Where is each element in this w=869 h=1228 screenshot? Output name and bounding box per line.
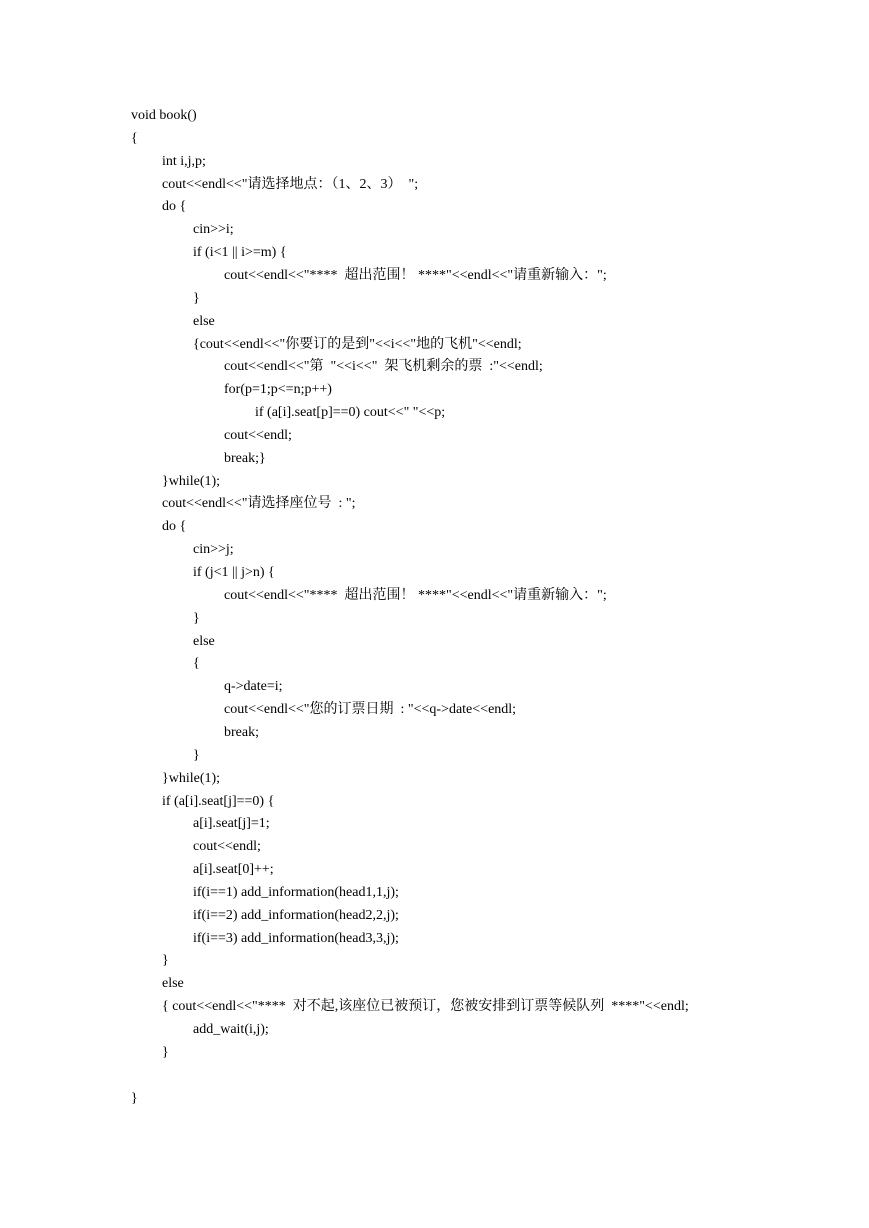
code-line: } (193, 290, 200, 306)
code-line: if (j<1 || j>n) { (193, 565, 275, 580)
code-line: cout<<endl<<"您的订票日期 : "<<q->date<<endl; (224, 702, 517, 718)
code-line: else (162, 976, 184, 992)
code-line: if(i==1) add_information(head1,1,j); (193, 884, 399, 900)
code-line: do { (162, 519, 187, 535)
code-line: if(i==3) add_information(head3,3,j); (193, 930, 399, 946)
code-line: { cout<<endl<<"**** 对不起,该座位已被预订，您被安排到订票等候队列 ****"<<endl; (162, 999, 689, 1015)
code-line: if (i<1 || i>=m) { (193, 245, 287, 261)
code-line: for(p=1;p<=n;p++) (224, 382, 332, 398)
code-line: add_wait(i,j); (193, 1022, 269, 1037)
code-line: cout<<endl; (224, 427, 292, 443)
code-line: a[i].seat[0]++; (193, 862, 274, 878)
code-line: do { (162, 199, 187, 215)
code-line: } (162, 1044, 169, 1060)
code-line: if(i==2) add_information(head2,2,j); (193, 907, 399, 923)
code-line: int i,j,p; (162, 153, 206, 169)
code-line: } (193, 610, 200, 626)
code-line: {cout<<endl<<"你要订的是到"<<i<<"地的飞机"<<endl; (193, 336, 522, 352)
code-line: cout<<endl<<"**** 超出范围！ ****"<<endl<<"请重新输入："; (224, 267, 607, 283)
code-line: cout<<endl<<"第 "<<i<<" 架飞机剩余的票 :"<<endl; (224, 359, 543, 375)
code-line: cout<<endl<<"请选择地点：（1、2、3） "; (162, 176, 419, 192)
code-line: break; (224, 724, 259, 740)
code-line: a[i].seat[j]=1; (193, 816, 270, 832)
code-line: cout<<endl<<"**** 超出范围！ ****"<<endl<<"请重新输入："; (224, 587, 607, 603)
code-line: { (131, 130, 138, 146)
code-line: if (a[i].seat[p]==0) cout<<" "<<p; (255, 405, 446, 421)
code-line: cout<<endl<<"请选择座位号 : "; (162, 496, 356, 512)
code-line: cin>>j; (193, 542, 234, 558)
code-line: cin>>i; (193, 222, 234, 238)
code-line: void book() (131, 108, 197, 123)
code-line: } (193, 747, 200, 763)
code-line: q->date=i; (224, 679, 283, 695)
code-line: }while(1); (162, 473, 221, 489)
code-line: { (193, 656, 200, 672)
code-line: } (131, 1090, 138, 1106)
code-line: if (a[i].seat[j]==0) { (162, 793, 275, 809)
code-line: break;} (224, 450, 266, 466)
code-line: } (162, 953, 169, 969)
code-line: }while(1); (162, 770, 221, 786)
code-line: else (193, 313, 215, 329)
code-line: cout<<endl; (193, 839, 261, 855)
code-line: else (193, 633, 215, 649)
